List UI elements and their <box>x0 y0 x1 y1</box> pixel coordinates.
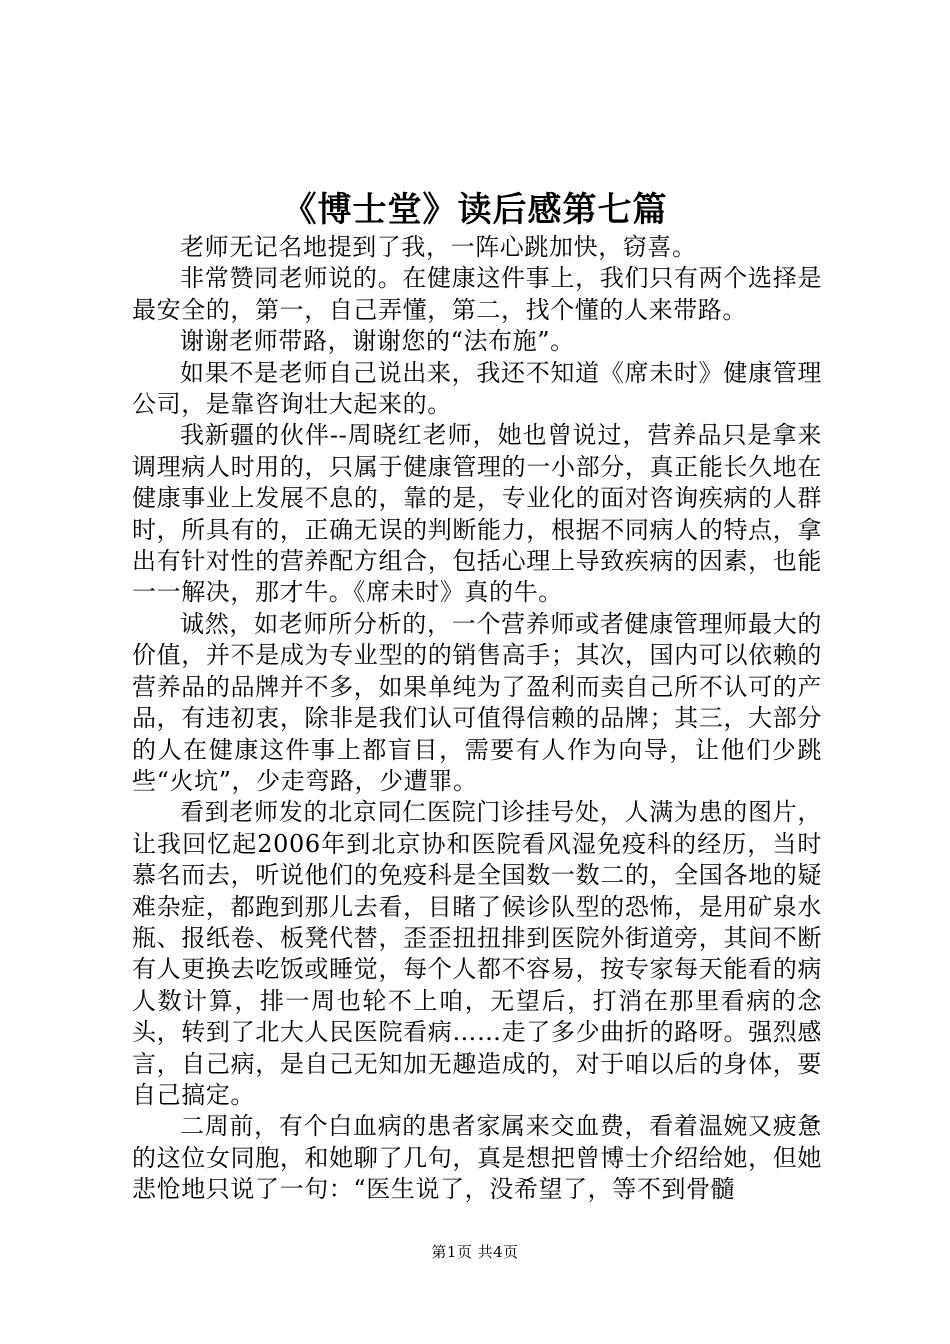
paragraph: 如果不是老师自己说出来，我还不知道《席未时》健康管理公司，是靠咨询壮大起来的。 <box>132 358 822 419</box>
paragraph: 诚然，如老师所分析的，一个营养师或者健康管理师最大的价值，并不是成为专业型的的销售高手；其次，国内可以依赖的营养品的品牌并不多，如果单纯为了盈利而卖自己所不认可的产品，有违初衷，除非是我们认可值得信赖的品牌；其三，大部分的人在健康这件事上都盲目，需要有人作为向导，让他们少跳些“火坑”，少走弯路，少遭罪。 <box>132 609 822 795</box>
paragraph: 我新疆的伙伴--周晓红老师，她也曾说过，营养品只是拿来调理病人时用的，只属于健康管理的一小部分，真正能长久地在健康事业上发展不息的，靠的是，专业化的面对咨询疾病的人群时，所具有的，正确无误的判断能力，根据不同病人的特点，拿出有针对性的营养配方组合，包括心理上导致疾病的因素，也能一一解决，那才牛。《席未时》真的牛。 <box>132 421 822 607</box>
paragraph: 二周前，有个白血病的患者家属来交血费，看着温婉又疲惫的这位女同胞，和她聊了几句，真是想把曾博士介绍给她，但她悲怆地只说了一句：“医生说了，没希望了，等不到骨髓 <box>132 1112 822 1204</box>
paragraph: 谢谢老师带路，谢谢您的“法布施”。 <box>180 327 575 356</box>
document-body <box>132 232 822 1206</box>
document-title: 《博士堂》读后感第七篇 <box>282 190 668 230</box>
paragraph: 非常赞同老师说的。在健康这件事上，我们只有两个选择是最安全的，第一，自己弄懂，第二，找个懂的人来带路。 <box>132 264 822 324</box>
paragraph: 老师无记名地提到了我，一阵心跳加快，窃喜。 <box>180 233 697 261</box>
page-number-footer: 第1页 共4页 <box>431 1243 519 1261</box>
paragraph: 看到老师发的北京同仁医院门诊挂号处，人满为患的图片，让我回忆起2006年到北京协和医院看风湿免疫科的经历，当时慕名而去，听说他们的免疫科是全国数一数二的，全国各地的疑难杂症，都跑到那儿去看，目睹了候诊队型的恐怖，是用矿泉水瓶、报纸卷、板凳代替，歪歪扭扭排到医院外街道旁，其间不断有人更换去吃饭或睡觉，每个人都不容易，按专家每天能看的病人数计算，排一周也轮不上咱，无望后，打消在那里看病的念头，转到了北大人民医院看病……走了多少曲折的路呀。强烈感言，自己病，是自己无知加无趣造成的，对于咱以后的身体，要自己搞定。 <box>132 798 822 1109</box>
